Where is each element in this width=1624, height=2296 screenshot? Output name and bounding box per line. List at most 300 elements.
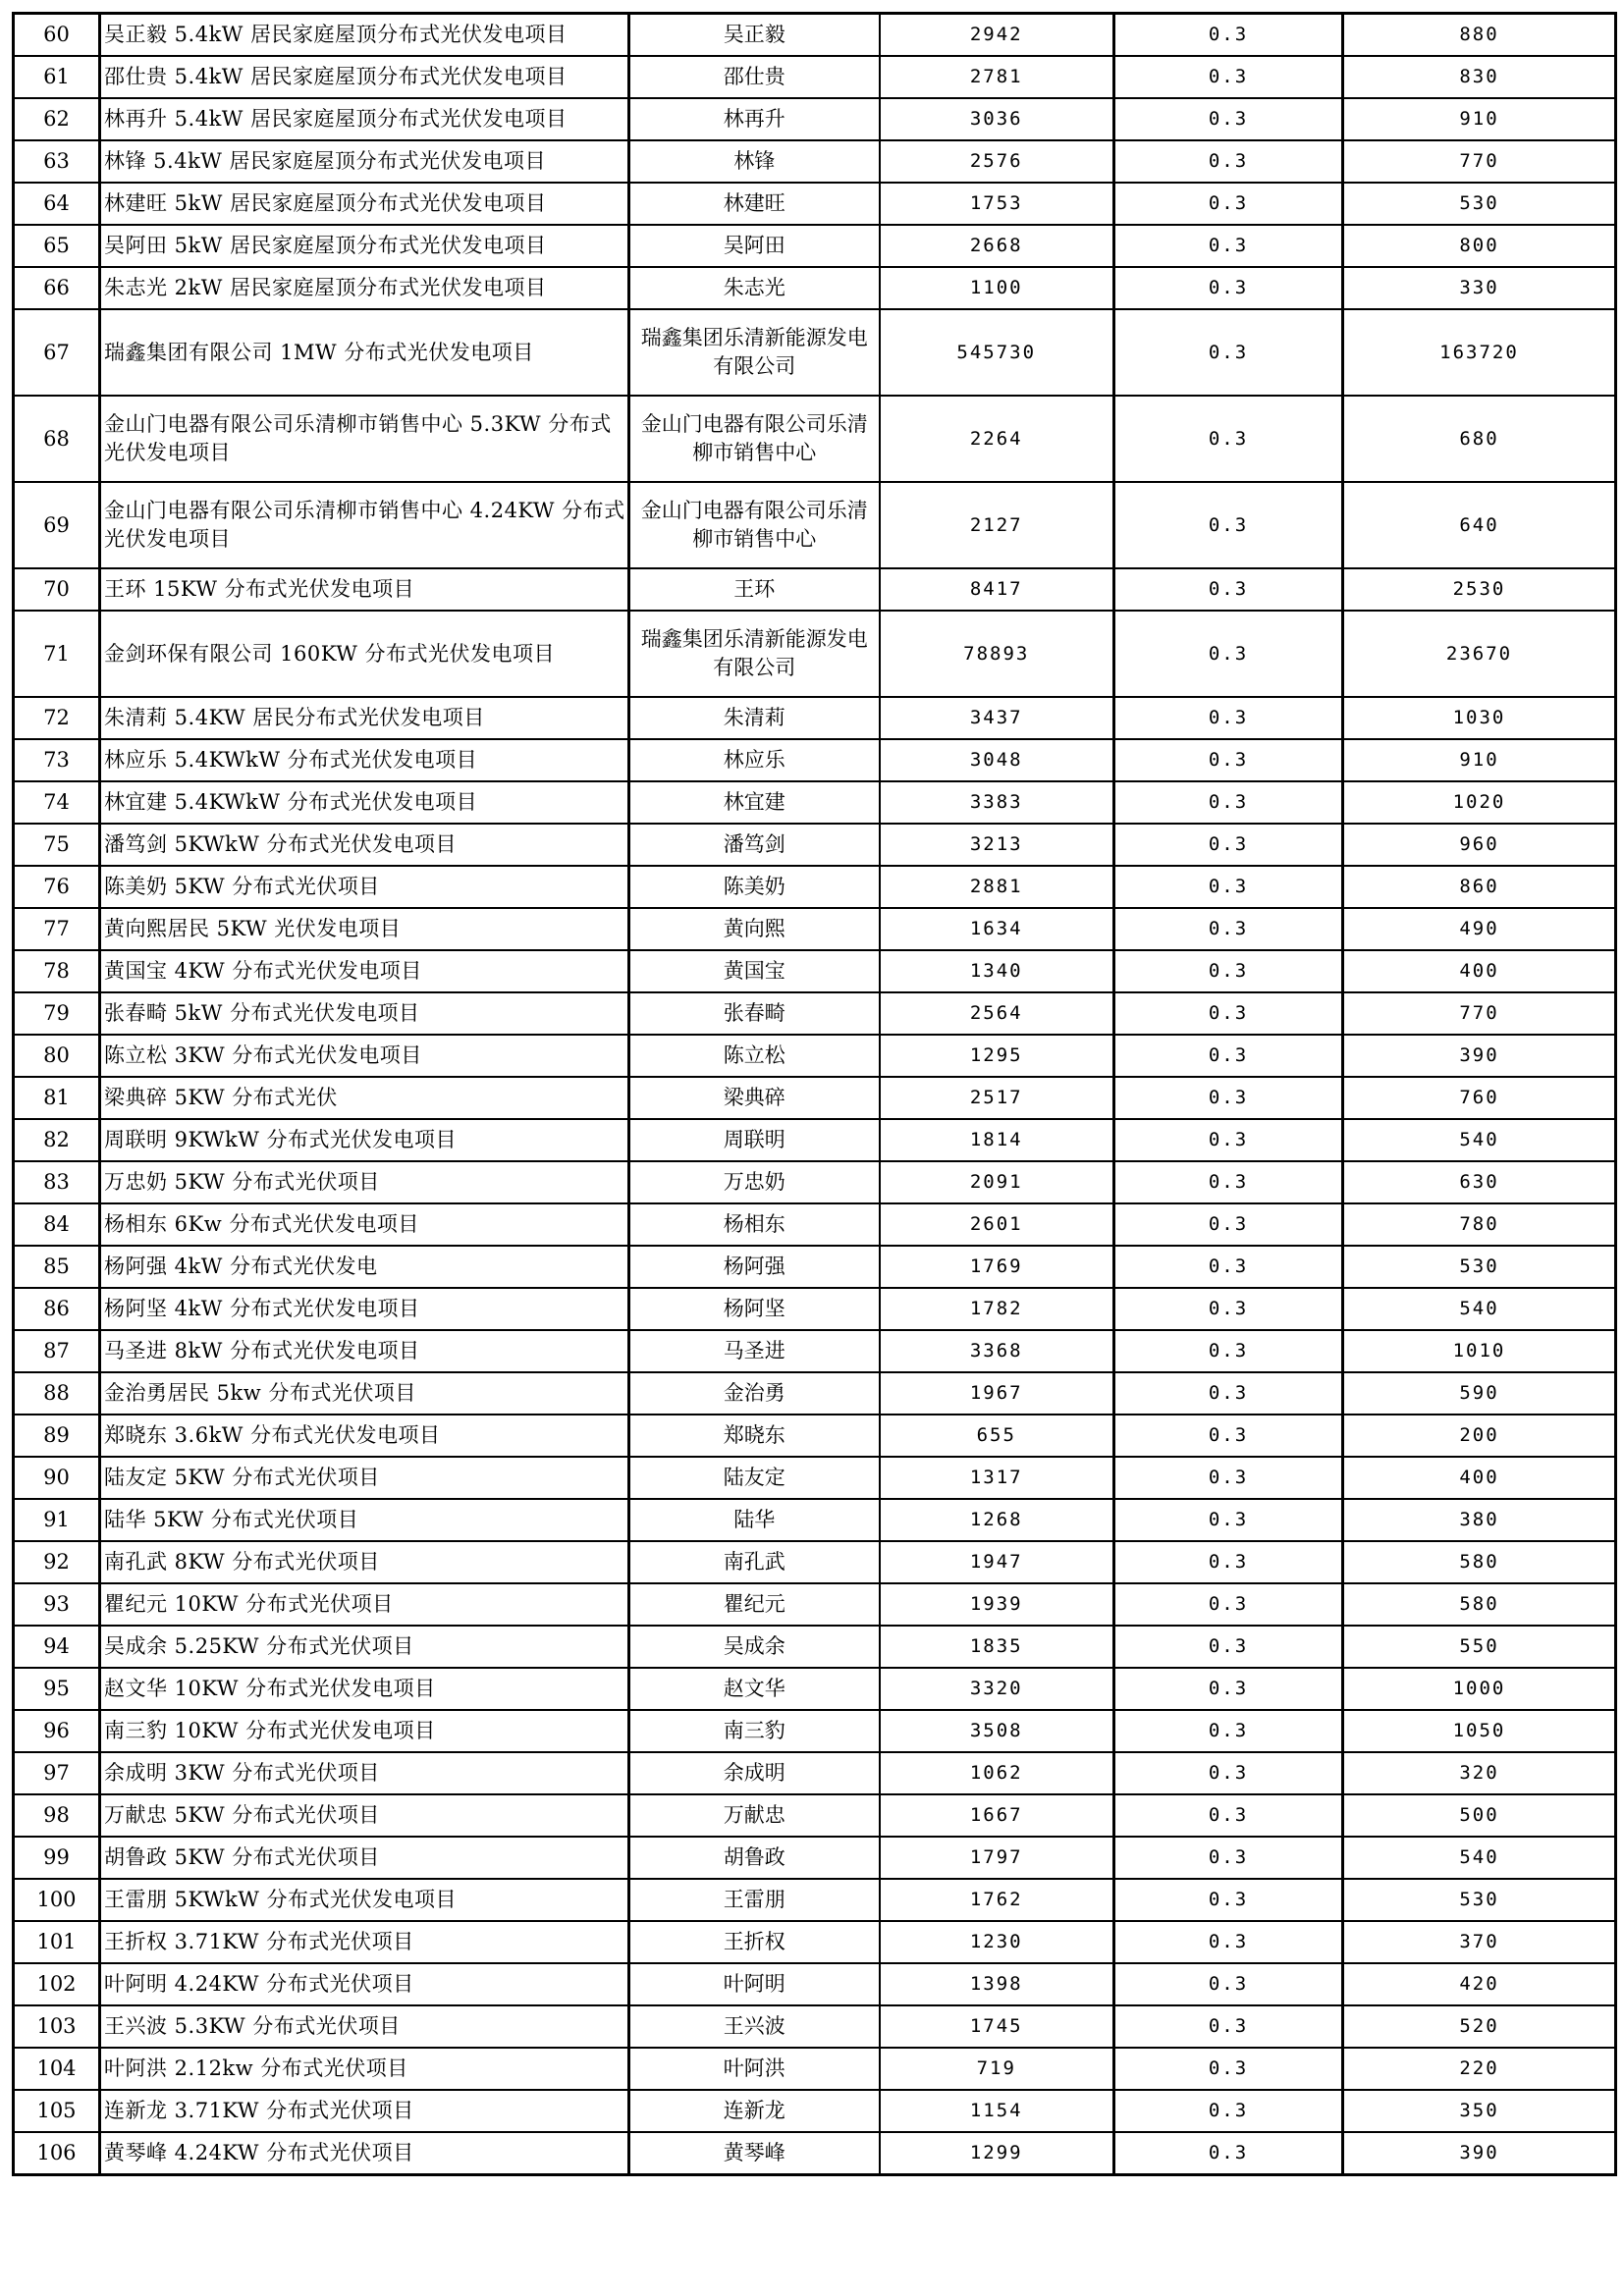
generation-kwh-cell: 2601: [880, 1203, 1114, 1246]
row-number-cell: 87: [14, 1330, 100, 1372]
project-name-cell: 杨阿强 4kW 分布式光伏发电: [100, 1246, 629, 1288]
project-name-cell: 潘笃剑 5KWkW 分布式光伏发电项目: [100, 824, 629, 866]
project-name-cell: 梁典碎 5KW 分布式光伏: [100, 1077, 629, 1119]
generation-kwh-cell: 1062: [880, 1752, 1114, 1794]
subsidy-rate-cell: 0.3: [1114, 2090, 1343, 2132]
project-name-cell: 黄琴峰 4.24KW 分布式光伏项目: [100, 2132, 629, 2175]
subsidy-amount-cell: 23670: [1343, 611, 1616, 697]
row-number-cell: 71: [14, 611, 100, 697]
subsidy-rate-cell: 0.3: [1114, 56, 1343, 98]
subsidy-amount-cell: 830: [1343, 56, 1616, 98]
table-row: [14, 2048, 1616, 2090]
table-row: [14, 309, 1616, 396]
row-number-cell: 99: [14, 1837, 100, 1879]
generation-kwh-cell: 1299: [880, 2132, 1114, 2175]
owner-name-cell: 林宜建: [629, 781, 880, 824]
owner-name-cell: 黄琴峰: [629, 2132, 880, 2175]
subsidy-amount-cell: 370: [1343, 1921, 1616, 1963]
subsidy-amount-cell: 910: [1343, 98, 1616, 140]
table-row: [14, 1668, 1616, 1710]
owner-name-cell: 瑞鑫集团乐清新能源发电有限公司: [629, 611, 880, 697]
generation-kwh-cell: 655: [880, 1415, 1114, 1457]
subsidy-amount-cell: 960: [1343, 824, 1616, 866]
subsidy-amount-cell: 400: [1343, 950, 1616, 992]
row-number-cell: 89: [14, 1415, 100, 1457]
generation-kwh-cell: 1100: [880, 267, 1114, 309]
subsidy-amount-cell: 420: [1343, 1963, 1616, 2005]
table-row: [14, 1161, 1616, 1203]
table-row: [14, 1837, 1616, 1879]
generation-kwh-cell: 1782: [880, 1288, 1114, 1330]
project-name-cell: 吴阿田 5kW 居民家庭屋顶分布式光伏发电项目: [100, 225, 629, 267]
owner-name-cell: 杨阿坚: [629, 1288, 880, 1330]
row-number-cell: 94: [14, 1626, 100, 1668]
project-name-cell: 南三豹 10KW 分布式光伏发电项目: [100, 1710, 629, 1752]
project-name-cell: 叶阿明 4.24KW 分布式光伏项目: [100, 1963, 629, 2005]
row-number-cell: 70: [14, 568, 100, 611]
project-name-cell: 黄国宝 4KW 分布式光伏发电项目: [100, 950, 629, 992]
subsidy-rate-cell: 0.3: [1114, 1752, 1343, 1794]
subsidy-rate-cell: 0.3: [1114, 908, 1343, 950]
generation-kwh-cell: 3383: [880, 781, 1114, 824]
subsidy-rate-cell: 0.3: [1114, 267, 1343, 309]
row-number-cell: 72: [14, 697, 100, 739]
subsidy-amount-cell: 780: [1343, 1203, 1616, 1246]
project-name-cell: 金治勇居民 5kw 分布式光伏项目: [100, 1372, 629, 1415]
generation-kwh-cell: 3213: [880, 824, 1114, 866]
table-row: [14, 1203, 1616, 1246]
project-name-cell: 叶阿洪 2.12kw 分布式光伏项目: [100, 2048, 629, 2090]
subsidy-rate-cell: 0.3: [1114, 225, 1343, 267]
owner-name-cell: 朱清莉: [629, 697, 880, 739]
owner-name-cell: 吴成余: [629, 1626, 880, 1668]
table-row: [14, 1541, 1616, 1583]
table-row: [14, 140, 1616, 183]
generation-kwh-cell: 545730: [880, 309, 1114, 396]
owner-name-cell: 陆友定: [629, 1457, 880, 1499]
row-number-cell: 82: [14, 1119, 100, 1161]
project-name-cell: 朱清莉 5.4KW 居民分布式光伏发电项目: [100, 697, 629, 739]
owner-name-cell: 陆华: [629, 1499, 880, 1541]
table-row: [14, 1035, 1616, 1077]
table-row: [14, 2090, 1616, 2132]
project-name-cell: 吴正毅 5.4kW 居民家庭屋顶分布式光伏发电项目: [100, 14, 629, 57]
table-row: [14, 866, 1616, 908]
subsidy-rate-cell: 0.3: [1114, 1457, 1343, 1499]
generation-kwh-cell: 3320: [880, 1668, 1114, 1710]
table-row: [14, 1879, 1616, 1921]
project-name-cell: 黄向熙居民 5KW 光伏发电项目: [100, 908, 629, 950]
subsidy-rate-cell: 0.3: [1114, 1330, 1343, 1372]
row-number-cell: 104: [14, 2048, 100, 2090]
project-name-cell: 王雷朋 5KWkW 分布式光伏发电项目: [100, 1879, 629, 1921]
table-row: [14, 1499, 1616, 1541]
project-name-cell: 王折权 3.71KW 分布式光伏项目: [100, 1921, 629, 1963]
project-name-cell: 林建旺 5kW 居民家庭屋顶分布式光伏发电项目: [100, 183, 629, 225]
subsidy-rate-cell: 0.3: [1114, 140, 1343, 183]
owner-name-cell: 金山门电器有限公司乐清柳市销售中心: [629, 396, 880, 482]
owner-name-cell: 朱志光: [629, 267, 880, 309]
subsidy-amount-cell: 390: [1343, 1035, 1616, 1077]
row-number-cell: 91: [14, 1499, 100, 1541]
generation-kwh-cell: 2576: [880, 140, 1114, 183]
row-number-cell: 85: [14, 1246, 100, 1288]
subsidy-table: [12, 12, 1617, 2176]
owner-name-cell: 瑞鑫集团乐清新能源发电有限公司: [629, 309, 880, 396]
project-name-cell: 瑞鑫集团有限公司 1MW 分布式光伏发电项目: [100, 309, 629, 396]
subsidy-rate-cell: 0.3: [1114, 1583, 1343, 1626]
generation-kwh-cell: 1745: [880, 2005, 1114, 2048]
row-number-cell: 93: [14, 1583, 100, 1626]
subsidy-amount-cell: 580: [1343, 1583, 1616, 1626]
generation-kwh-cell: 1947: [880, 1541, 1114, 1583]
table-row: [14, 1246, 1616, 1288]
owner-name-cell: 金山门电器有限公司乐清柳市销售中心: [629, 482, 880, 568]
generation-kwh-cell: 2264: [880, 396, 1114, 482]
project-name-cell: 赵文华 10KW 分布式光伏发电项目: [100, 1668, 629, 1710]
owner-name-cell: 万忠奶: [629, 1161, 880, 1203]
subsidy-amount-cell: 530: [1343, 183, 1616, 225]
project-name-cell: 陆华 5KW 分布式光伏项目: [100, 1499, 629, 1541]
subsidy-amount-cell: 400: [1343, 1457, 1616, 1499]
project-name-cell: 林锋 5.4kW 居民家庭屋顶分布式光伏发电项目: [100, 140, 629, 183]
subsidy-amount-cell: 1010: [1343, 1330, 1616, 1372]
subsidy-rate-cell: 0.3: [1114, 1035, 1343, 1077]
subsidy-rate-cell: 0.3: [1114, 98, 1343, 140]
row-number-cell: 97: [14, 1752, 100, 1794]
table-row: [14, 14, 1616, 57]
generation-kwh-cell: 1939: [880, 1583, 1114, 1626]
subsidy-rate-cell: 0.3: [1114, 1203, 1343, 1246]
table-row: [14, 267, 1616, 309]
subsidy-amount-cell: 770: [1343, 140, 1616, 183]
subsidy-amount-cell: 220: [1343, 2048, 1616, 2090]
table-row: [14, 1330, 1616, 1372]
row-number-cell: 90: [14, 1457, 100, 1499]
generation-kwh-cell: 719: [880, 2048, 1114, 2090]
table-row: [14, 1921, 1616, 1963]
subsidy-rate-cell: 0.3: [1114, 1668, 1343, 1710]
row-number-cell: 68: [14, 396, 100, 482]
subsidy-rate-cell: 0.3: [1114, 1372, 1343, 1415]
table-row: [14, 1288, 1616, 1330]
subsidy-rate-cell: 0.3: [1114, 1541, 1343, 1583]
table-row: [14, 98, 1616, 140]
subsidy-rate-cell: 0.3: [1114, 697, 1343, 739]
owner-name-cell: 王折权: [629, 1921, 880, 1963]
row-number-cell: 95: [14, 1668, 100, 1710]
project-name-cell: 万献忠 5KW 分布式光伏项目: [100, 1794, 629, 1837]
generation-kwh-cell: 1634: [880, 908, 1114, 950]
generation-kwh-cell: 2517: [880, 1077, 1114, 1119]
owner-name-cell: 郑晓东: [629, 1415, 880, 1457]
row-number-cell: 86: [14, 1288, 100, 1330]
row-number-cell: 78: [14, 950, 100, 992]
owner-name-cell: 南三豹: [629, 1710, 880, 1752]
table-row: [14, 1626, 1616, 1668]
subsidy-rate-cell: 0.3: [1114, 866, 1343, 908]
owner-name-cell: 王环: [629, 568, 880, 611]
generation-kwh-cell: 2881: [880, 866, 1114, 908]
generation-kwh-cell: 1835: [880, 1626, 1114, 1668]
project-name-cell: 南孔武 8KW 分布式光伏项目: [100, 1541, 629, 1583]
subsidy-rate-cell: 0.3: [1114, 1921, 1343, 1963]
row-number-cell: 100: [14, 1879, 100, 1921]
row-number-cell: 61: [14, 56, 100, 98]
row-number-cell: 88: [14, 1372, 100, 1415]
row-number-cell: 92: [14, 1541, 100, 1583]
table-row: [14, 396, 1616, 482]
row-number-cell: 64: [14, 183, 100, 225]
subsidy-amount-cell: 590: [1343, 1372, 1616, 1415]
subsidy-rate-cell: 0.3: [1114, 2048, 1343, 2090]
subsidy-rate-cell: 0.3: [1114, 1626, 1343, 1668]
row-number-cell: 76: [14, 866, 100, 908]
subsidy-rate-cell: 0.3: [1114, 611, 1343, 697]
project-name-cell: 余成明 3KW 分布式光伏项目: [100, 1752, 629, 1794]
owner-name-cell: 赵文华: [629, 1668, 880, 1710]
table-row: [14, 225, 1616, 267]
generation-kwh-cell: 2091: [880, 1161, 1114, 1203]
project-name-cell: 陆友定 5KW 分布式光伏项目: [100, 1457, 629, 1499]
subsidy-amount-cell: 2530: [1343, 568, 1616, 611]
subsidy-rate-cell: 0.3: [1114, 781, 1343, 824]
row-number-cell: 83: [14, 1161, 100, 1203]
row-number-cell: 80: [14, 1035, 100, 1077]
project-name-cell: 郑晓东 3.6kW 分布式光伏发电项目: [100, 1415, 629, 1457]
owner-name-cell: 林应乐: [629, 739, 880, 781]
project-name-cell: 金山门电器有限公司乐清柳市销售中心 5.3KW 分布式光伏发电项目: [100, 396, 629, 482]
subsidy-rate-cell: 0.3: [1114, 568, 1343, 611]
table-row: [14, 697, 1616, 739]
owner-name-cell: 陈美奶: [629, 866, 880, 908]
owner-name-cell: 叶阿洪: [629, 2048, 880, 2090]
row-number-cell: 66: [14, 267, 100, 309]
row-number-cell: 67: [14, 309, 100, 396]
generation-kwh-cell: 1667: [880, 1794, 1114, 1837]
table-body: [14, 14, 1616, 2175]
row-number-cell: 106: [14, 2132, 100, 2175]
table-row: [14, 1752, 1616, 1794]
owner-name-cell: 吴阿田: [629, 225, 880, 267]
generation-kwh-cell: 2564: [880, 992, 1114, 1035]
subsidy-amount-cell: 550: [1343, 1626, 1616, 1668]
project-name-cell: 周联明 9KWkW 分布式光伏发电项目: [100, 1119, 629, 1161]
subsidy-rate-cell: 0.3: [1114, 2005, 1343, 2048]
subsidy-amount-cell: 1000: [1343, 1668, 1616, 1710]
generation-kwh-cell: 1814: [880, 1119, 1114, 1161]
subsidy-rate-cell: 0.3: [1114, 992, 1343, 1035]
table-row: [14, 908, 1616, 950]
subsidy-rate-cell: 0.3: [1114, 1710, 1343, 1752]
generation-kwh-cell: 1797: [880, 1837, 1114, 1879]
row-number-cell: 69: [14, 482, 100, 568]
subsidy-amount-cell: 580: [1343, 1541, 1616, 1583]
subsidy-amount-cell: 490: [1343, 908, 1616, 950]
row-number-cell: 63: [14, 140, 100, 183]
subsidy-amount-cell: 640: [1343, 482, 1616, 568]
row-number-cell: 73: [14, 739, 100, 781]
generation-kwh-cell: 1230: [880, 1921, 1114, 1963]
subsidy-rate-cell: 0.3: [1114, 1837, 1343, 1879]
generation-kwh-cell: 3508: [880, 1710, 1114, 1752]
generation-kwh-cell: 8417: [880, 568, 1114, 611]
owner-name-cell: 张春畸: [629, 992, 880, 1035]
project-name-cell: 张春畸 5kW 分布式光伏发电项目: [100, 992, 629, 1035]
subsidy-amount-cell: 910: [1343, 739, 1616, 781]
row-number-cell: 79: [14, 992, 100, 1035]
subsidy-rate-cell: 0.3: [1114, 950, 1343, 992]
generation-kwh-cell: 3036: [880, 98, 1114, 140]
owner-name-cell: 连新龙: [629, 2090, 880, 2132]
subsidy-amount-cell: 800: [1343, 225, 1616, 267]
subsidy-rate-cell: 0.3: [1114, 739, 1343, 781]
generation-kwh-cell: 1154: [880, 2090, 1114, 2132]
subsidy-amount-cell: 163720: [1343, 309, 1616, 396]
table-row: [14, 1415, 1616, 1457]
table-row: [14, 2132, 1616, 2175]
table-row: [14, 2005, 1616, 2048]
generation-kwh-cell: 3048: [880, 739, 1114, 781]
subsidy-rate-cell: 0.3: [1114, 1499, 1343, 1541]
owner-name-cell: 陈立松: [629, 1035, 880, 1077]
project-name-cell: 吴成余 5.25KW 分布式光伏项目: [100, 1626, 629, 1668]
project-name-cell: 邵仕贵 5.4kW 居民家庭屋顶分布式光伏发电项目: [100, 56, 629, 98]
project-name-cell: 陈美奶 5KW 分布式光伏项目: [100, 866, 629, 908]
subsidy-rate-cell: 0.3: [1114, 1288, 1343, 1330]
generation-kwh-cell: 1753: [880, 183, 1114, 225]
project-name-cell: 林再升 5.4kW 居民家庭屋顶分布式光伏发电项目: [100, 98, 629, 140]
project-name-cell: 连新龙 3.71KW 分布式光伏项目: [100, 2090, 629, 2132]
subsidy-rate-cell: 0.3: [1114, 1963, 1343, 2005]
subsidy-rate-cell: 0.3: [1114, 824, 1343, 866]
project-name-cell: 胡鲁政 5KW 分布式光伏项目: [100, 1837, 629, 1879]
owner-name-cell: 黄向熙: [629, 908, 880, 950]
generation-kwh-cell: 2127: [880, 482, 1114, 568]
subsidy-amount-cell: 540: [1343, 1288, 1616, 1330]
owner-name-cell: 杨相东: [629, 1203, 880, 1246]
subsidy-amount-cell: 520: [1343, 2005, 1616, 2048]
project-name-cell: 林应乐 5.4KWkW 分布式光伏发电项目: [100, 739, 629, 781]
row-number-cell: 105: [14, 2090, 100, 2132]
row-number-cell: 81: [14, 1077, 100, 1119]
subsidy-amount-cell: 390: [1343, 2132, 1616, 2175]
subsidy-amount-cell: 500: [1343, 1794, 1616, 1837]
subsidy-rate-cell: 0.3: [1114, 1415, 1343, 1457]
subsidy-rate-cell: 0.3: [1114, 2132, 1343, 2175]
owner-name-cell: 叶阿明: [629, 1963, 880, 2005]
generation-kwh-cell: 1295: [880, 1035, 1114, 1077]
generation-kwh-cell: 2668: [880, 225, 1114, 267]
table-row: [14, 1794, 1616, 1837]
subsidy-rate-cell: 0.3: [1114, 1161, 1343, 1203]
owner-name-cell: 胡鲁政: [629, 1837, 880, 1879]
owner-name-cell: 王雷朋: [629, 1879, 880, 1921]
row-number-cell: 102: [14, 1963, 100, 2005]
generation-kwh-cell: 1398: [880, 1963, 1114, 2005]
owner-name-cell: 林再升: [629, 98, 880, 140]
owner-name-cell: 邵仕贵: [629, 56, 880, 98]
row-number-cell: 77: [14, 908, 100, 950]
subsidy-amount-cell: 540: [1343, 1119, 1616, 1161]
subsidy-amount-cell: 380: [1343, 1499, 1616, 1541]
table-row: [14, 824, 1616, 866]
table-row: [14, 1119, 1616, 1161]
subsidy-rate-cell: 0.3: [1114, 183, 1343, 225]
subsidy-amount-cell: 1030: [1343, 697, 1616, 739]
subsidy-amount-cell: 330: [1343, 267, 1616, 309]
subsidy-amount-cell: 350: [1343, 2090, 1616, 2132]
row-number-cell: 75: [14, 824, 100, 866]
owner-name-cell: 林建旺: [629, 183, 880, 225]
owner-name-cell: 杨阿强: [629, 1246, 880, 1288]
project-name-cell: 马圣进 8kW 分布式光伏发电项目: [100, 1330, 629, 1372]
project-name-cell: 瞿纪元 10KW 分布式光伏项目: [100, 1583, 629, 1626]
row-number-cell: 103: [14, 2005, 100, 2048]
generation-kwh-cell: 3437: [880, 697, 1114, 739]
project-name-cell: 杨阿坚 4kW 分布式光伏发电项目: [100, 1288, 629, 1330]
subsidy-rate-cell: 0.3: [1114, 309, 1343, 396]
subsidy-amount-cell: 530: [1343, 1879, 1616, 1921]
subsidy-amount-cell: 880: [1343, 14, 1616, 57]
subsidy-rate-cell: 0.3: [1114, 482, 1343, 568]
subsidy-rate-cell: 0.3: [1114, 1794, 1343, 1837]
table-row: [14, 1457, 1616, 1499]
row-number-cell: 62: [14, 98, 100, 140]
owner-name-cell: 马圣进: [629, 1330, 880, 1372]
owner-name-cell: 金治勇: [629, 1372, 880, 1415]
generation-kwh-cell: 1340: [880, 950, 1114, 992]
subsidy-amount-cell: 630: [1343, 1161, 1616, 1203]
project-name-cell: 王兴波 5.3KW 分布式光伏项目: [100, 2005, 629, 2048]
table-row: [14, 950, 1616, 992]
subsidy-amount-cell: 760: [1343, 1077, 1616, 1119]
table-row: [14, 739, 1616, 781]
generation-kwh-cell: 1317: [880, 1457, 1114, 1499]
owner-name-cell: 潘笃剑: [629, 824, 880, 866]
row-number-cell: 101: [14, 1921, 100, 1963]
project-name-cell: 王环 15KW 分布式光伏发电项目: [100, 568, 629, 611]
table-row: [14, 482, 1616, 568]
table-row: [14, 56, 1616, 98]
owner-name-cell: 黄国宝: [629, 950, 880, 992]
table-row: [14, 1077, 1616, 1119]
owner-name-cell: 周联明: [629, 1119, 880, 1161]
generation-kwh-cell: 1268: [880, 1499, 1114, 1541]
subsidy-rate-cell: 0.3: [1114, 1119, 1343, 1161]
project-name-cell: 金山门电器有限公司乐清柳市销售中心 4.24KW 分布式光伏发电项目: [100, 482, 629, 568]
row-number-cell: 84: [14, 1203, 100, 1246]
owner-name-cell: 瞿纪元: [629, 1583, 880, 1626]
owner-name-cell: 梁典碎: [629, 1077, 880, 1119]
owner-name-cell: 王兴波: [629, 2005, 880, 2048]
row-number-cell: 65: [14, 225, 100, 267]
generation-kwh-cell: 3368: [880, 1330, 1114, 1372]
project-name-cell: 朱志光 2kW 居民家庭屋顶分布式光伏发电项目: [100, 267, 629, 309]
project-name-cell: 万忠奶 5KW 分布式光伏项目: [100, 1161, 629, 1203]
subsidy-rate-cell: 0.3: [1114, 1246, 1343, 1288]
project-name-cell: 陈立松 3KW 分布式光伏发电项目: [100, 1035, 629, 1077]
subsidy-rate-cell: 0.3: [1114, 1879, 1343, 1921]
subsidy-rate-cell: 0.3: [1114, 1077, 1343, 1119]
generation-kwh-cell: 2781: [880, 56, 1114, 98]
project-name-cell: 林宜建 5.4KWkW 分布式光伏发电项目: [100, 781, 629, 824]
generation-kwh-cell: 2942: [880, 14, 1114, 57]
generation-kwh-cell: 78893: [880, 611, 1114, 697]
owner-name-cell: 余成明: [629, 1752, 880, 1794]
generation-kwh-cell: 1762: [880, 1879, 1114, 1921]
subsidy-amount-cell: 1050: [1343, 1710, 1616, 1752]
